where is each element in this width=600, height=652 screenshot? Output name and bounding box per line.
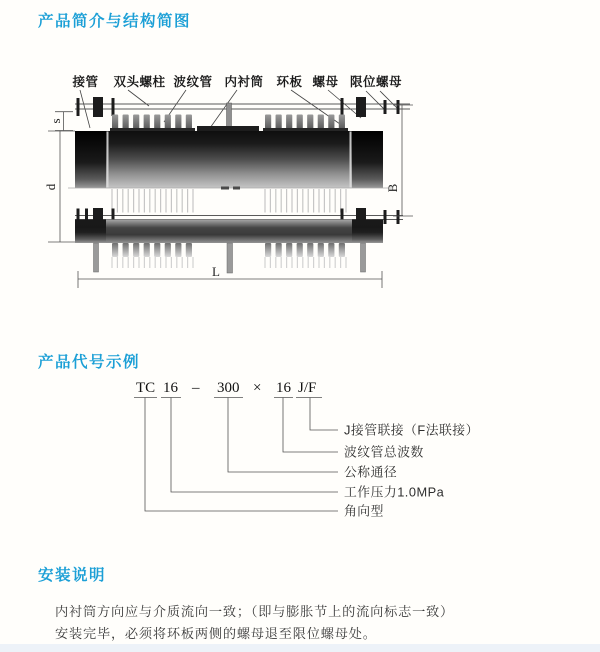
section-heading-intro: 产品简介与结构简图 <box>38 13 192 30</box>
code-part-pressure: 16 <box>163 380 178 396</box>
bellows-tooth <box>154 243 160 257</box>
callout-connectors <box>145 398 338 512</box>
bellows-tooth <box>165 243 171 257</box>
part-label-inner-liner: 内衬筒 <box>224 75 264 89</box>
studs-nuts-upper <box>77 97 400 117</box>
bellows-teeth-lower-left <box>112 243 192 257</box>
dimension-B <box>385 105 413 216</box>
part-labels <box>71 74 402 89</box>
body-shell <box>75 131 383 188</box>
bellows-tooth <box>307 243 313 257</box>
code-string <box>136 380 316 396</box>
bellows-tooth <box>123 243 129 257</box>
dim-label-B: B <box>385 183 400 193</box>
part-label-ring-plate: 环板 <box>276 75 303 89</box>
code-example-diagram <box>0 335 600 530</box>
code-part-waves: 16 <box>276 380 291 396</box>
bellows-fins-faint-left <box>112 189 193 213</box>
bellows-fins-lower-left <box>112 257 193 268</box>
bellows-tooth <box>297 243 303 257</box>
bellows-tooth <box>186 243 192 257</box>
liner-band <box>197 126 259 132</box>
code-part-connection: J/F <box>298 380 317 396</box>
callout-connection: J接管联接（F法联接） <box>344 422 479 438</box>
bellows-tooth <box>339 243 345 257</box>
code-part-dash: – <box>192 380 200 396</box>
center-tick <box>221 187 229 190</box>
dim-label-d: d <box>43 183 58 191</box>
callout-waves: 波纹管总波数 <box>344 444 424 460</box>
end-pipe-lower-left <box>75 220 106 244</box>
dimension-d <box>43 131 75 242</box>
bellows-tooth <box>175 243 181 257</box>
part-label-nut: 螺母 <box>312 75 339 89</box>
part-label-limit-nut: 限位螺母 <box>349 75 403 89</box>
body-shell-lower <box>75 220 383 244</box>
callout-labels <box>344 423 479 519</box>
section-heading-install: 安装说明 <box>38 567 107 584</box>
dimension-s <box>48 112 73 131</box>
bellows-crown-left <box>110 128 195 132</box>
bellows-teeth-lower-right <box>265 243 345 257</box>
bellows-tooth <box>328 243 334 257</box>
code-part-type: TC <box>136 380 156 396</box>
bellows-tooth <box>144 243 150 257</box>
structure-diagram <box>0 60 600 302</box>
callout-pressure: 工作压力1.0MPa <box>344 484 445 500</box>
bellows-crown-right <box>263 128 348 132</box>
code-part-times: × <box>253 380 262 396</box>
install-note-line-1: 内衬筒方向应与介质流向一致；（即与膨胀节上的流向标志一致） <box>55 604 455 619</box>
bellows-tooth <box>276 243 282 257</box>
part-label-bellows: 波纹管 <box>173 75 213 89</box>
center-tick <box>233 187 240 190</box>
bellows-fins-lower-right <box>265 257 346 268</box>
callout-diameter: 公称通径 <box>344 464 398 480</box>
end-pipe-left <box>75 131 106 188</box>
part-label-connecting-pipe: 接管 <box>72 75 99 89</box>
callout-type: 角向型 <box>344 503 384 519</box>
section-heading-code: 产品代号示例 <box>38 354 141 371</box>
end-pipe-lower-right <box>352 220 383 244</box>
bellows-tooth <box>286 243 292 257</box>
dim-label-s: s <box>48 118 63 124</box>
bellows-tooth <box>265 243 271 257</box>
bellows-tooth <box>112 243 118 257</box>
tie-rods-lower <box>75 216 403 220</box>
code-part-diameter: 300 <box>217 380 240 396</box>
bellows-tooth <box>318 243 324 257</box>
bellows-tooth <box>133 243 139 257</box>
install-note-line-2: 安装完毕，必须将环板两侧的螺母退至限位螺母处。 <box>55 626 377 641</box>
bellows-fins-faint-right <box>265 189 346 213</box>
page-bottom-strip <box>0 644 600 652</box>
end-pipe-right <box>352 131 383 188</box>
dim-label-L: L <box>212 264 220 279</box>
part-label-stud-bolt: 双头螺柱 <box>113 75 166 89</box>
